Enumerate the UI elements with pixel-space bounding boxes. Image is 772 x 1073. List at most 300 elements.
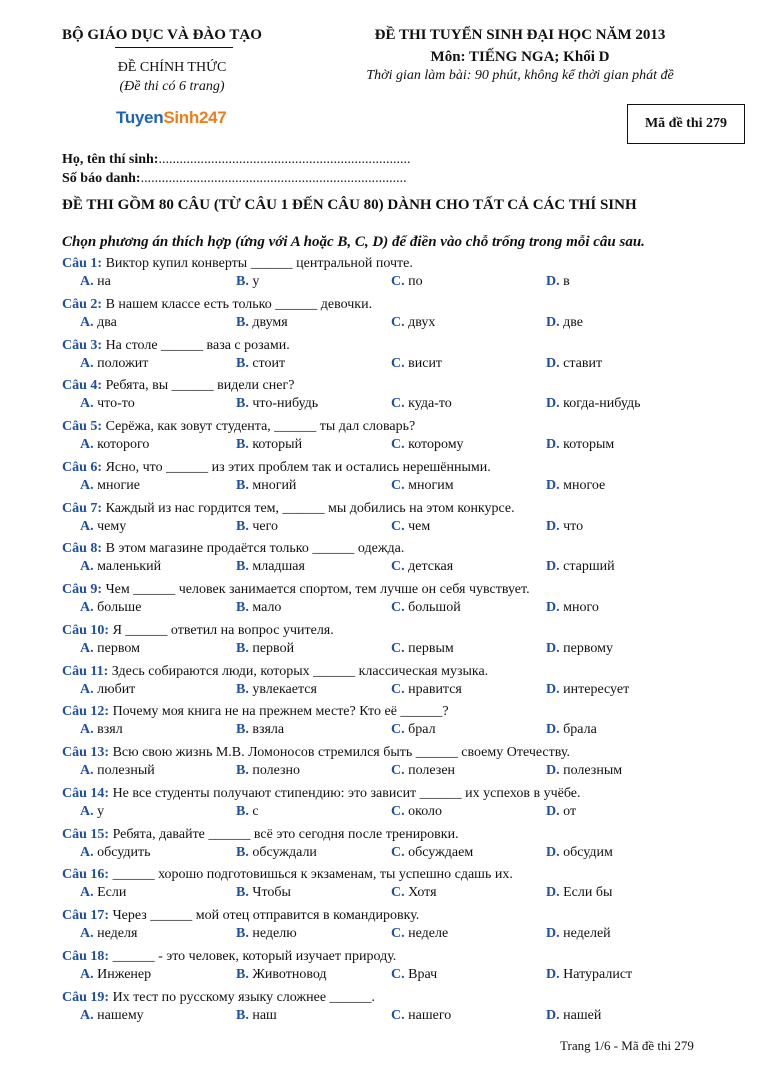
option-letter: B. <box>236 682 249 697</box>
option-letter: A. <box>80 396 94 411</box>
answer-option <box>391 478 454 494</box>
option-letter: A. <box>80 315 94 330</box>
option-text: нашему <box>97 1008 144 1023</box>
answer-option <box>546 722 597 738</box>
answer-option <box>236 804 259 820</box>
option-text: у <box>252 274 260 289</box>
option-letter: A. <box>80 559 94 574</box>
question-text: Каждый из нас гордится тем, ______ мы добились на этом конкурсе. <box>105 501 515 516</box>
exam-code: Mã đề thi 279 <box>644 116 728 131</box>
answer-option <box>236 478 296 494</box>
option-letter: D. <box>546 885 560 900</box>
option-letter: D. <box>546 600 560 615</box>
answer-option <box>391 519 430 535</box>
question-number: Câu 7: <box>62 501 103 516</box>
question-text: Не все студенты получают стипендию: это зависит ______ их успехов в учёбе. <box>112 786 581 801</box>
option-text: неделе <box>408 926 449 941</box>
answer-option <box>80 641 140 657</box>
answer-option <box>236 274 259 290</box>
option-text: больше <box>97 600 142 615</box>
answer-option <box>546 1008 601 1024</box>
answer-option <box>546 559 615 575</box>
option-letter: B. <box>236 967 249 982</box>
question-13 <box>62 745 570 761</box>
question-text: Ребята, вы ______ видели снег? <box>105 378 295 393</box>
option-text: Врач <box>408 967 438 982</box>
question-text: Ясно, что ______ из этих проблем так и остались нерешёнными. <box>105 460 491 475</box>
question-7-options <box>80 519 720 537</box>
answer-option <box>80 722 123 738</box>
candidate-name-field <box>62 152 410 168</box>
question-number: Câu 19: <box>62 990 110 1005</box>
tuyensinh247-logo <box>116 108 226 128</box>
option-letter: C. <box>391 437 405 452</box>
question-12-options <box>80 722 720 740</box>
option-text: первой <box>252 641 295 656</box>
question-number: Câu 3: <box>62 338 103 353</box>
option-letter: C. <box>391 641 405 656</box>
answer-option <box>391 967 437 983</box>
answer-option <box>236 315 288 331</box>
answer-option <box>391 396 452 412</box>
option-letter: B. <box>236 600 249 615</box>
option-text: два <box>97 315 117 330</box>
question-number: Câu 2: <box>62 297 103 312</box>
option-text: Инженер <box>97 967 152 982</box>
option-text: две <box>563 315 583 330</box>
option-text: Если бы <box>563 885 613 900</box>
option-text: чему <box>97 519 127 534</box>
option-letter: A. <box>80 967 94 982</box>
question-text: Здесь собираются люди, которых ______ классическая музыка. <box>111 664 489 679</box>
option-text: ставит <box>563 356 603 371</box>
answer-option <box>391 763 455 779</box>
answer-option <box>391 600 461 616</box>
question-text: Почему моя книга не на прежнем месте? Кто её ______? <box>112 704 449 719</box>
question-number: Câu 9: <box>62 582 103 597</box>
answer-option <box>546 926 611 942</box>
answer-option <box>80 804 104 820</box>
answer-option <box>391 1008 451 1024</box>
answer-option <box>80 396 135 412</box>
answer-option <box>391 641 454 657</box>
page-footer: Trang 1/6 - Mã đề thi 279 <box>560 1038 694 1053</box>
option-text: многий <box>252 478 297 493</box>
option-text: с <box>252 804 259 819</box>
option-text: полезным <box>563 763 623 778</box>
option-text: младшая <box>252 559 305 574</box>
answer-option <box>80 559 161 575</box>
option-letter: B. <box>236 1008 249 1023</box>
option-text: любит <box>97 682 136 697</box>
question-5-options <box>80 437 720 455</box>
option-text: что-нибудь <box>252 396 319 411</box>
option-letter: D. <box>546 315 560 330</box>
question-text: Через ______ мой отец отправится в командировку. <box>112 908 420 923</box>
option-letter: B. <box>236 722 249 737</box>
option-letter: D. <box>546 274 560 289</box>
candidate-id-dots: ............................................................................ <box>140 171 407 186</box>
question-text: На столе ______ ваза с розами. <box>105 338 290 353</box>
option-text: брал <box>408 722 436 737</box>
question-18 <box>62 949 396 965</box>
option-letter: D. <box>546 559 560 574</box>
question-15 <box>62 827 459 843</box>
option-letter: C. <box>391 722 405 737</box>
option-text: когда-нибудь <box>563 396 641 411</box>
option-letter: C. <box>391 1008 405 1023</box>
option-letter: C. <box>391 926 405 941</box>
option-letter: C. <box>391 967 405 982</box>
question-16 <box>62 867 513 883</box>
question-text: В этом магазине продаётся только ______ одежда. <box>105 541 405 556</box>
candidate-name-dots: ........................................................................ <box>158 152 411 167</box>
question-2 <box>62 297 372 313</box>
option-text: Натуралист <box>563 967 633 982</box>
option-text: Животновод <box>252 967 327 982</box>
answer-option <box>391 845 473 861</box>
answer-option <box>80 600 141 616</box>
question-2-options <box>80 315 720 333</box>
option-text: неделей <box>563 926 611 941</box>
option-letter: A. <box>80 722 94 737</box>
answer-option <box>546 519 583 535</box>
question-8-options <box>80 559 720 577</box>
option-text: которому <box>408 437 464 452</box>
answer-option <box>80 845 151 861</box>
question-11-options <box>80 682 720 700</box>
option-letter: B. <box>236 845 249 860</box>
answer-option <box>546 437 614 453</box>
question-17-options <box>80 926 720 944</box>
question-number: Câu 4: <box>62 378 103 393</box>
option-letter: B. <box>236 478 249 493</box>
option-letter: D. <box>546 437 560 452</box>
option-text: положит <box>97 356 149 371</box>
option-text: у <box>97 804 105 819</box>
option-letter: D. <box>546 478 560 493</box>
option-letter: A. <box>80 600 94 615</box>
option-letter: C. <box>391 600 405 615</box>
answer-option <box>80 1008 144 1024</box>
option-letter: A. <box>80 804 94 819</box>
answer-option <box>80 967 151 983</box>
option-letter: C. <box>391 559 405 574</box>
exam-subject: Môn: TIẾNG NGA; Khối D <box>430 49 610 65</box>
question-number: Câu 5: <box>62 419 103 434</box>
option-letter: B. <box>236 926 249 941</box>
question-19-options <box>80 1008 720 1026</box>
question-number: Câu 12: <box>62 704 110 719</box>
question-text: Виктор купил конверты ______ центральной почте. <box>105 256 413 271</box>
option-text: которым <box>563 437 615 452</box>
question-1-options <box>80 274 720 292</box>
option-letter: A. <box>80 885 94 900</box>
answer-option <box>391 274 423 290</box>
ministry-underline <box>115 47 233 48</box>
option-letter: C. <box>391 682 405 697</box>
question-5 <box>62 419 415 435</box>
option-text: мало <box>252 600 282 615</box>
logo-text-part1: Tuyen <box>116 108 164 127</box>
answer-option <box>391 682 462 698</box>
option-text: взял <box>97 722 123 737</box>
option-text: на <box>97 274 111 289</box>
answer-option <box>80 478 140 494</box>
answer-option <box>236 396 318 412</box>
question-4 <box>62 378 294 394</box>
option-letter: D. <box>546 682 560 697</box>
option-text: первым <box>408 641 454 656</box>
answer-option <box>546 885 612 901</box>
question-1 <box>62 256 413 272</box>
question-10-options <box>80 641 720 659</box>
option-letter: A. <box>80 1008 94 1023</box>
option-letter: C. <box>391 804 405 819</box>
option-text: наш <box>252 1008 277 1023</box>
option-letter: C. <box>391 315 405 330</box>
answer-option <box>391 926 448 942</box>
candidate-id-field <box>62 171 407 187</box>
answer-option <box>546 763 622 779</box>
question-11 <box>62 664 488 680</box>
question-text: В нашем классе есть только ______ девочки. <box>105 297 373 312</box>
answer-option <box>546 600 599 616</box>
option-text: нашего <box>408 1008 452 1023</box>
answer-option <box>236 437 302 453</box>
question-text: Ребята, давайте ______ всё это сегодня после тренировки. <box>112 827 459 842</box>
option-letter: A. <box>80 926 94 941</box>
option-letter: C. <box>391 356 405 371</box>
option-text: многое <box>563 478 606 493</box>
option-text: нравится <box>408 682 462 697</box>
option-text: полезный <box>97 763 155 778</box>
ministry-name: BỘ GIÁO DỤC VÀ ĐÀO TẠO <box>62 27 262 43</box>
question-9-options <box>80 600 720 618</box>
exam-instruction: ĐỀ THI GỒM 80 CÂU (TỪ CÂU 1 ĐẾN CÂU 80) DÀNH CHO TẤT CẢ CÁC THÍ SINH <box>62 197 637 213</box>
option-text: что <box>563 519 584 534</box>
option-letter: D. <box>546 519 560 534</box>
question-number: Câu 6: <box>62 460 103 475</box>
option-letter: A. <box>80 274 94 289</box>
question-number: Câu 18: <box>62 949 110 964</box>
option-letter: D. <box>546 1008 560 1023</box>
question-number: Câu 15: <box>62 827 110 842</box>
answer-option <box>236 682 317 698</box>
option-text: большой <box>408 600 461 615</box>
question-number: Câu 8: <box>62 541 103 556</box>
option-text: детская <box>408 559 454 574</box>
question-text: Всю свою жизнь М.В. Ломоносов стремился быть ______ своему Отечеству. <box>112 745 570 760</box>
answer-option <box>80 519 126 535</box>
option-text: увлекается <box>252 682 317 697</box>
answer-option <box>391 315 435 331</box>
option-text: многим <box>408 478 454 493</box>
option-letter: B. <box>236 437 249 452</box>
answer-option <box>80 926 137 942</box>
question-10 <box>62 623 334 639</box>
option-letter: B. <box>236 356 249 371</box>
option-text: полезен <box>408 763 456 778</box>
option-text: нашей <box>563 1008 602 1023</box>
answer-option <box>236 845 317 861</box>
option-text: интересует <box>563 682 630 697</box>
answer-option <box>546 967 632 983</box>
option-text: старший <box>563 559 615 574</box>
option-text: висит <box>408 356 443 371</box>
option-letter: A. <box>80 478 94 493</box>
option-text: брала <box>563 722 597 737</box>
page-count-note: (Đề thi có 6 trang) <box>119 79 225 94</box>
question-text: Я ______ ответил на вопрос учителя. <box>112 623 334 638</box>
option-letter: B. <box>236 396 249 411</box>
option-text: первом <box>97 641 140 656</box>
option-letter: A. <box>80 641 94 656</box>
option-letter: A. <box>80 437 94 452</box>
question-9 <box>62 582 530 598</box>
answer-option <box>391 804 442 820</box>
option-text: по <box>408 274 423 289</box>
answer-option <box>546 396 640 412</box>
option-text: которого <box>97 437 150 452</box>
option-letter: B. <box>236 274 249 289</box>
option-letter: D. <box>546 641 560 656</box>
question-text: Чем ______ человек занимается спортом, тем лучше он себя чувствует. <box>105 582 530 597</box>
answer-option <box>391 885 437 901</box>
option-text: обсуждали <box>252 845 317 860</box>
answer-option <box>546 641 613 657</box>
answer-option <box>236 356 285 372</box>
option-text: многие <box>97 478 140 493</box>
question-number: Câu 13: <box>62 745 110 760</box>
option-letter: D. <box>546 722 560 737</box>
option-text: чего <box>252 519 278 534</box>
option-text: около <box>408 804 443 819</box>
option-letter: B. <box>236 315 249 330</box>
option-text: от <box>563 804 577 819</box>
question-14 <box>62 786 581 802</box>
question-text: Серёжа, как зовут студента, ______ ты дал словарь? <box>105 419 416 434</box>
candidate-id-label: Số báo danh: <box>62 171 141 186</box>
option-letter: C. <box>391 885 405 900</box>
candidate-name-label: Họ, tên thí sinh: <box>62 152 159 167</box>
answer-option <box>546 315 583 331</box>
answer-option <box>546 682 629 698</box>
answer-option <box>80 356 148 372</box>
option-letter: B. <box>236 885 249 900</box>
option-letter: A. <box>80 519 94 534</box>
option-letter: C. <box>391 519 405 534</box>
question-number: Câu 10: <box>62 623 110 638</box>
option-letter: C. <box>391 396 405 411</box>
answer-option <box>546 356 602 372</box>
answer-option <box>236 926 297 942</box>
answer-option <box>546 845 613 861</box>
option-letter: D. <box>546 926 560 941</box>
answer-option <box>80 437 149 453</box>
option-text: в <box>563 274 570 289</box>
answer-option <box>546 274 570 290</box>
answer-option <box>391 722 436 738</box>
option-text: чем <box>408 519 431 534</box>
option-letter: A. <box>80 763 94 778</box>
option-letter: D. <box>546 356 560 371</box>
question-15-options <box>80 845 720 863</box>
option-text: Если <box>97 885 127 900</box>
question-number: Câu 1: <box>62 256 103 271</box>
answer-option <box>236 559 305 575</box>
question-18-options <box>80 967 720 985</box>
answer-option <box>80 885 126 901</box>
option-letter: B. <box>236 559 249 574</box>
question-6-options <box>80 478 720 496</box>
official-label: ĐỀ CHÍNH THỨC <box>117 60 227 75</box>
option-text: полезно <box>252 763 301 778</box>
logo-text-part2: Sinh247 <box>163 108 227 127</box>
option-letter: B. <box>236 804 249 819</box>
answer-option <box>80 763 155 779</box>
exam-title: ĐỀ THI TUYỂN SINH ĐẠI HỌC NĂM 2013 <box>374 27 666 43</box>
option-letter: A. <box>80 682 94 697</box>
option-letter: A. <box>80 356 94 371</box>
option-letter: B. <box>236 763 249 778</box>
exam-time: Thời gian làm bài: 90 phút, không kể thời gian phát đề <box>366 68 674 83</box>
answer-option <box>546 804 576 820</box>
answer-option <box>546 478 605 494</box>
option-letter: D. <box>546 967 560 982</box>
option-text: обсуждаем <box>408 845 474 860</box>
option-text: неделя <box>97 926 138 941</box>
option-letter: C. <box>391 845 405 860</box>
answer-option <box>236 600 281 616</box>
option-letter: B. <box>236 641 249 656</box>
question-12 <box>62 704 449 720</box>
answer-option <box>236 519 278 535</box>
question-13-options <box>80 763 720 781</box>
answer-option <box>80 682 135 698</box>
answer-option <box>236 722 284 738</box>
answer-option <box>391 559 453 575</box>
question-6 <box>62 460 491 476</box>
option-letter: D. <box>546 763 560 778</box>
option-text: Чтобы <box>252 885 291 900</box>
option-letter: D. <box>546 804 560 819</box>
answer-option <box>391 356 442 372</box>
option-text: маленький <box>97 559 162 574</box>
question-number: Câu 16: <box>62 867 110 882</box>
option-text: куда-то <box>408 396 452 411</box>
question-16-options <box>80 885 720 903</box>
exam-code-box <box>627 104 745 144</box>
section-direction: Chọn phương án thích hợp (ứng với A hoặc B, C, D) để điền vào chỗ trống trong mỗi câu sau. <box>62 234 645 250</box>
question-3 <box>62 338 290 354</box>
option-text: много <box>563 600 599 615</box>
answer-option <box>236 763 300 779</box>
option-letter: B. <box>236 519 249 534</box>
answer-option <box>80 315 117 331</box>
answer-option <box>80 274 111 290</box>
question-17 <box>62 908 419 924</box>
question-4-options <box>80 396 720 414</box>
question-8 <box>62 541 404 557</box>
answer-option <box>236 1008 277 1024</box>
option-text: взяла <box>252 722 285 737</box>
question-number: Câu 17: <box>62 908 110 923</box>
question-text: ______ - это человек, который изучает природу. <box>112 949 397 964</box>
option-text: двух <box>408 315 436 330</box>
question-14-options <box>80 804 720 822</box>
option-text: неделю <box>252 926 297 941</box>
